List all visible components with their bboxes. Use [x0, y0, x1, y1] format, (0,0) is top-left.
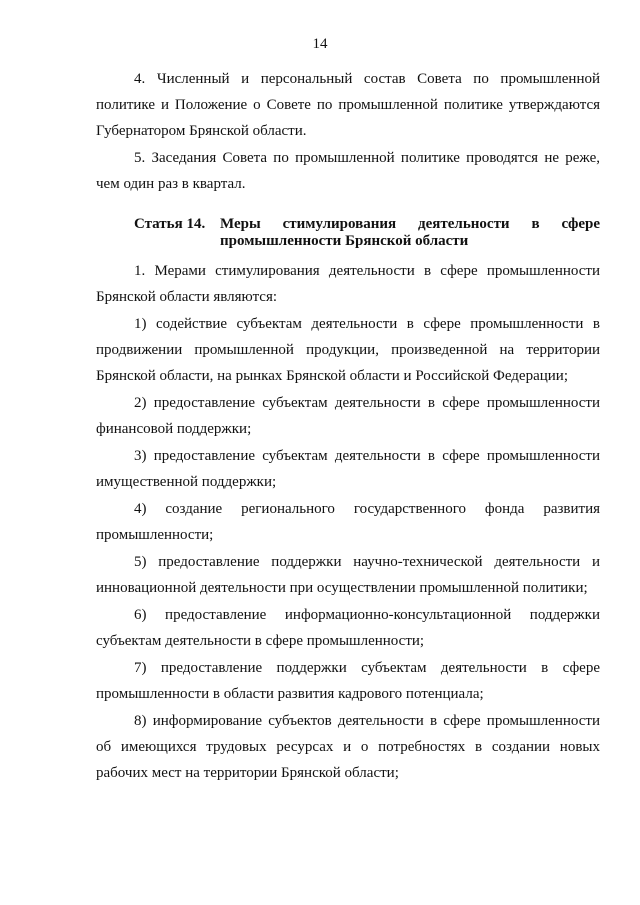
article-title: Меры стимулирования деятельности в сфере промышленности Брянской области [220, 216, 600, 249]
article-heading [96, 216, 600, 250]
paragraph-council-composition: 4. Численный и персональный состав Совета по промышленной политике и Положение о Совете по промышленной политике утверждаются Губернатором Брянской области. [96, 71, 600, 139]
document-body [96, 66, 600, 787]
list-item-2: 2) предоставление субъектам деятельности в сфере промышленности финансовой поддержки; [96, 395, 600, 437]
article-number: Статья 14. [134, 216, 206, 232]
list-item-4: 4) создание регионального государственного фонда развития промышленности; [96, 501, 600, 543]
list-item-7: 7) предоставление поддержки субъектам деятельности в сфере промышленности в области развития кадрового потенциала; [96, 660, 600, 702]
list-item-8: 8) информирование субъектов деятельности в сфере промышленности об имеющихся трудовых ресурсах и о потребностях в создании новых рабочих мест на территории Брянской области; [96, 713, 600, 781]
paragraph-council-meetings: 5. Заседания Совета по промышленной политике проводятся не реже, чем один раз в квартал. [96, 150, 600, 192]
list-item-1: 1) содействие субъектам деятельности в сфере промышленности в продвижении промышленной продукции, произведенной на территории Брянской области, на рынках Брянской области и Российской Федерации; [96, 316, 600, 384]
list-item-5: 5) предоставление поддержки научно-технической деятельности и инновационной деятельности при осуществлении промышленной политики; [96, 554, 600, 596]
paragraph-measures-intro: 1. Мерами стимулирования деятельности в сфере промышленности Брянской области являются: [96, 263, 600, 305]
list-item-3: 3) предоставление субъектам деятельности в сфере промышленности имущественной поддержки; [96, 448, 600, 490]
list-item-6: 6) предоставление информационно-консультационной поддержки субъектам деятельности в сфере промышленности; [96, 607, 600, 649]
page-number: 14 [312, 36, 328, 52]
